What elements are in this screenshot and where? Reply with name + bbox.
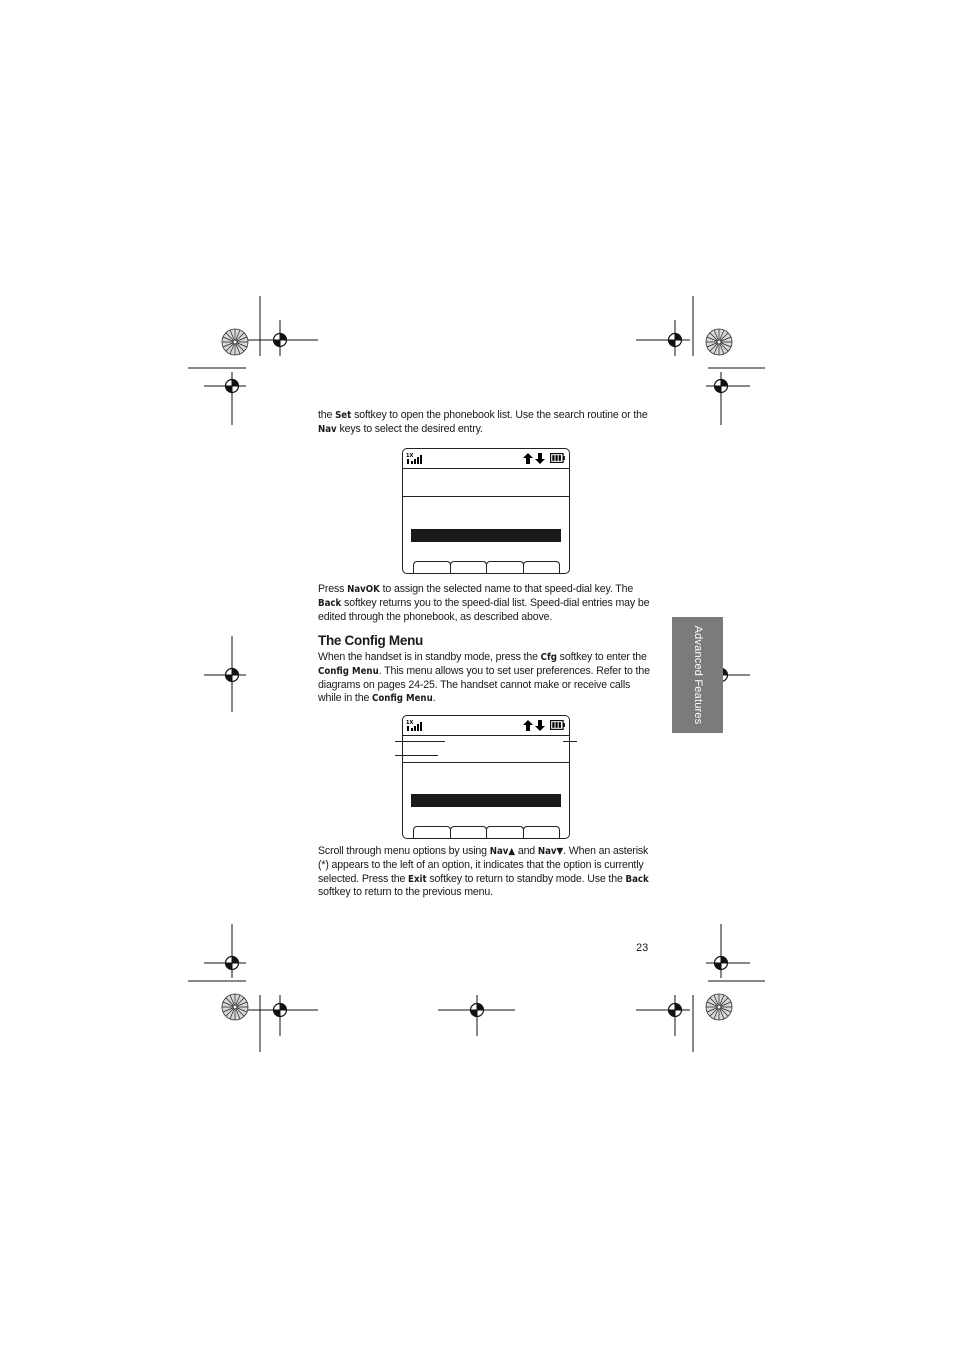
nav-key-label: Nav [318,423,337,435]
back-key-label: Back [318,597,342,609]
softkey [413,561,451,574]
signal-strength-icon [406,719,424,732]
nav-up-key-label: Nav▲ [489,846,516,857]
page-number: 23 [636,942,649,954]
phonebook-screen-diagram [402,448,570,574]
battery-icon [550,720,565,730]
scroll-paragraph: Scroll through menu options by using Nav▲ and Nav▼. When an asterisk (*) appears to the left of an option, it indicates that the option is currently selected. Press the Exit softkey to return to standby mode. Use the Back softkey to return to the previous menu. [318,845,649,899]
config-menu-label: Config Menu [318,665,379,677]
config-menu-label: Config Menu [372,693,433,705]
status-bar [403,716,569,736]
softkey-row [413,561,559,574]
intro-paragraph: the Set softkey to open the phonebook list. Use the search routine or the Nav keys to select the desired entry. [318,409,648,435]
svg-text:1X: 1X [406,453,414,459]
config-menu-heading: The Config Menu [318,633,423,648]
config-menu-screen-diagram [402,715,570,839]
status-bar [403,449,569,469]
selected-option-highlight [411,794,561,807]
softkey [450,826,488,839]
up-down-arrows-icon [523,453,545,464]
signal-strength-icon [406,452,424,465]
back-key-label: Back [625,873,649,885]
nav-down-key-label: Nav▼ [537,846,564,857]
battery-icon [550,453,565,463]
callout-line [395,755,438,756]
callout-line [563,741,577,742]
press-paragraph: Press NavOK to assign the selected name to that speed-dial key. The Back softkey returns you to the speed-dial list. Speed-dial entries may be edited through the phonebook, as described above. [318,583,650,623]
softkey [523,826,561,839]
navok-key-label: NavOK [347,584,380,595]
up-down-arrows-icon [523,720,545,731]
softkey [523,561,561,574]
softkey [413,826,451,839]
softkey [486,561,524,574]
section-side-tab-label: Advanced Features [691,625,704,725]
selected-entry-highlight [411,529,561,542]
callout-line [395,741,445,742]
softkey [450,561,488,574]
set-key-label: Set [335,410,352,421]
softkey-row [413,826,559,839]
cfg-key-label: Cfg [540,652,557,663]
section-side-tab [672,617,723,733]
svg-text:1X: 1X [406,720,414,726]
exit-key-label: Exit [408,873,427,885]
config-paragraph: When the handset is in standby mode, press the Cfg softkey to enter the Config Menu. This menu allows you to set user preferences. Refer to the diagrams on pages 24-25. The handset cannot make or receive calls while in the Config Menu. [318,651,650,705]
softkey [486,826,524,839]
